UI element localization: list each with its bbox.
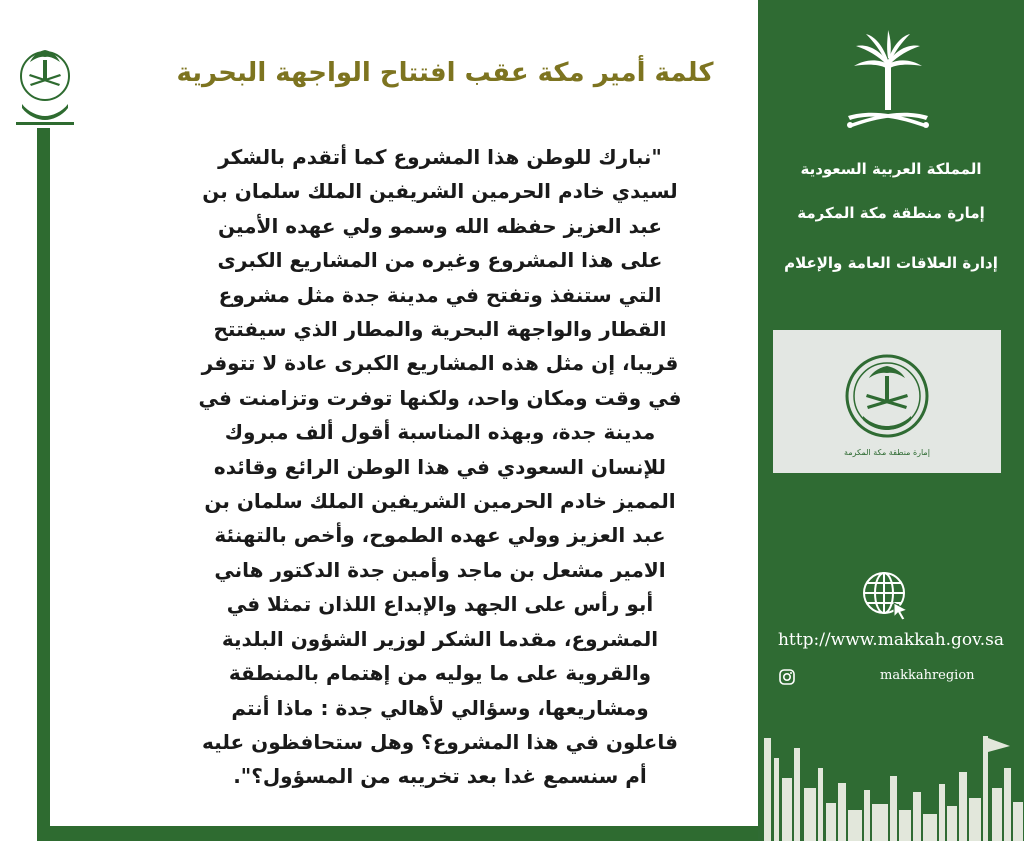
right-panel — [758, 0, 1024, 841]
speech-line: المشروع، مقدما الشكر لوزير الشؤون البلدية — [221, 626, 659, 651]
speech-line: الامير مشعل بن ماجد وأمين جدة الدكتور هاني — [214, 557, 666, 582]
instagram-icon[interactable] — [779, 669, 795, 685]
speech-line: في وقت ومكان واحد، ولكنها توفرت وتزامنت في — [198, 385, 682, 410]
speech-line: قريبا، إن مثل هذه المشاريع الكبرى عادة لا تتوفر — [201, 351, 679, 376]
speech-line: والقروية على ما يوليه من إهتمام بالمنطقة — [228, 661, 652, 686]
speech-line: القطار والواجهة البحرية والمطار الذي سيفتتح — [213, 317, 667, 342]
speech-line: مدينة جدة، وبهذه المناسبة أقول ألف مبروك — [224, 420, 656, 445]
speech-line: أبو رأس على الجهد والإبداع اللذان تمثلا في — [226, 592, 654, 617]
makkah-emblem-icon — [8, 38, 82, 130]
emirate-logo-box — [773, 330, 1001, 473]
palm-swords-icon — [838, 28, 938, 138]
logo-caption: إمارة منطقة مكة المكرمة — [844, 448, 930, 457]
speech-line: للإنسان السعودي في هذا الوطن الرائع وقائده — [213, 454, 667, 479]
speech-line: عبد العزيز حفظه الله وسمو ولي عهده الأمين — [218, 213, 662, 238]
emirate-logo-icon — [837, 346, 937, 446]
website-link[interactable]: http://www.makkah.gov.sa — [777, 630, 1005, 650]
department-name: إدارة العلاقات العامة والإعلام — [784, 254, 998, 272]
speech-line: المميز خادم الحرمين الشريفين الملك سلمان بن — [204, 489, 676, 514]
skyline-illustration — [758, 718, 1024, 841]
emirate-name: إمارة منطقة مكة المكرمة — [797, 204, 985, 222]
speech-line: عبد العزيز وولي عهده الطموح، وأخص بالتهنئة — [214, 523, 666, 548]
speech-text — [180, 140, 700, 794]
bottom-frame-bar — [37, 826, 759, 841]
speech-line: لسيدي خادم الحرمين الشريفين الملك سلمان بن — [202, 179, 678, 204]
speech-line: "نبارك للوطن هذا المشروع كما أتقدم بالشكر — [218, 145, 662, 169]
speech-line: على هذا المشروع وغيره من المشاريع الكبرى — [217, 248, 663, 273]
speech-line: ومشاريعها، وسؤالي لأهالي جدة : ماذا أنتم — [231, 695, 649, 720]
kingdom-name: المملكة العربية السعودية — [800, 160, 982, 178]
speech-line: أم سنسمع غدا بعد تخريبه من المسؤول؟". — [233, 764, 647, 789]
page-title: كلمة أمير مكة عقب افتتاح الواجهة البحرية — [176, 58, 714, 88]
globe-cursor-icon — [861, 570, 911, 622]
speech-line: فاعلون في هذا المشروع؟ وهل ستحافظون عليه — [202, 729, 678, 754]
instagram-handle[interactable]: makkahregion — [880, 668, 975, 683]
speech-line: التي ستنفذ وتفتح في مدينة جدة مثل مشروع — [218, 282, 662, 307]
left-frame-bar — [37, 128, 50, 841]
